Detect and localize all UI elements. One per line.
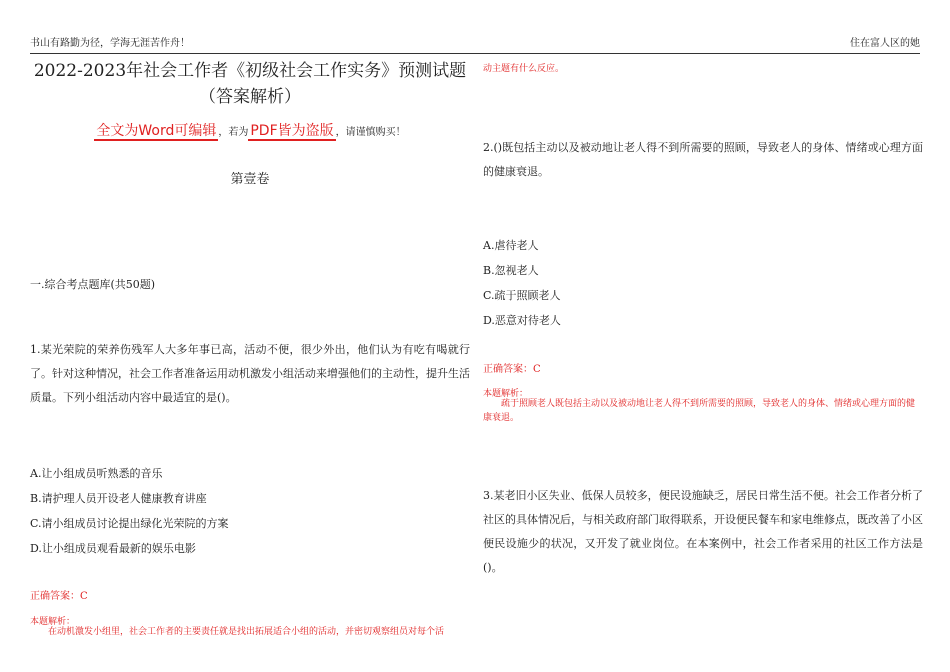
question-2-options: [483, 233, 561, 333]
title-line-1: 2022-2023年社会工作者《初级社会工作实务》预测试题: [33, 61, 467, 81]
volume-heading: 第壹卷: [230, 172, 270, 187]
option-c: C.疏于照顾老人: [483, 289, 561, 302]
question-1-answer: 正确答案：C: [30, 591, 88, 602]
option-d: D.让小组成员观看最新的娱乐电影: [30, 542, 196, 555]
option-b: B.忽视老人: [483, 264, 539, 277]
option-a: A.让小组成员听熟悉的音乐: [30, 467, 163, 480]
document-title: [30, 58, 470, 110]
question-1-options: [30, 461, 229, 561]
header-motto: 书山有路勤为径，学海无涯苦作舟！: [30, 38, 190, 49]
question-1-analysis-label: 本题解析：: [30, 617, 76, 627]
question-2-analysis: 疏于照顾老人既包括主动以及被动地让老人得不到所需要的照顾，导致老人的身体、情绪或心理方面的健康衰退。: [483, 399, 916, 423]
question-2-stem: 2.()既包括主动以及被动地让老人得不到所需要的照顾，导致老人的身体、情绪或心理方面的健康衰退。: [483, 141, 923, 178]
section-heading: 一.综合考点题库(共50题): [30, 278, 156, 291]
edit-notice: [30, 120, 470, 140]
question-2-answer: 正确答案：C: [483, 364, 541, 375]
notice-pdf-piracy: PDF皆为盗版: [250, 123, 334, 139]
header-divider: [30, 53, 920, 54]
question-3-stem: 3.某老旧小区失业、低保人员较多，便民设施缺乏，居民日常生活不便。社会工作者分析了社区的具体情况后，与相关政府部门取得联系，开设便民餐车和家电维修点，既改善了小区便民设施少的状况，又开发了就业岗位。在本案例中，社会工作者采用的社区工作方法是()。: [483, 489, 923, 574]
question-1-stem: 1.某光荣院的荣养伤残军人大多年事已高，活动不便，很少外出，他们认为有吃有喝就行了。针对这种情况，社会工作者准备运用动机激发小组活动来增强他们的主动性，提升生活质量。下列小组活动内容中最适宜的是()。: [30, 343, 470, 404]
option-c: C.请小组成员讨论提出绿化光荣院的方案: [30, 517, 229, 530]
left-column: [30, 56, 470, 666]
question-1-analysis: 在动机激发小组里，社会工作者的主要责任就是找出拓展适合小组的活动，并密切观察组员对每个活: [48, 627, 445, 637]
notice-end: ，请谨慎购买！: [335, 127, 406, 138]
notice-middle: ，若为: [218, 127, 249, 138]
right-column: [483, 56, 923, 666]
option-d: D.恶意对待老人: [483, 314, 561, 327]
question-1-analysis-continued: 动主题有什么反应。: [483, 64, 565, 74]
option-a: A.虐待老人: [483, 239, 539, 252]
question-2-analysis-label: 本题解析：: [483, 389, 529, 399]
option-b: B.请护理人员开设老人健康教育讲座: [30, 492, 207, 505]
title-line-2: （答案解析）: [199, 87, 301, 107]
header-author: 住在富人区的她: [850, 38, 920, 49]
notice-word-editable: 全文为Word可编辑: [96, 123, 217, 139]
